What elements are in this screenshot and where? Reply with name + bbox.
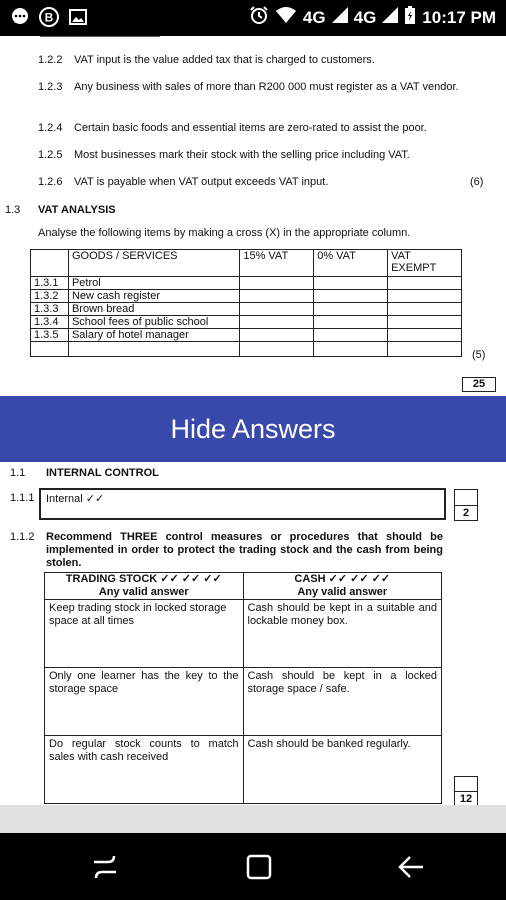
section-number: 1.1 [10, 467, 26, 479]
navigation-bar [0, 833, 506, 900]
table-header: 15% VAT [240, 250, 314, 277]
row-item: Salary of hotel manager [68, 329, 239, 342]
b-notification-icon [38, 6, 60, 33]
network-type-1: 4G [302, 7, 326, 27]
item-number: 1.2.4 [38, 122, 63, 134]
cut-off-text-line [30, 36, 330, 40]
table-row [31, 342, 462, 357]
table-header: GOODS / SERVICES [68, 250, 239, 277]
battery-icon [404, 5, 416, 30]
column-title: TRADING STOCK ✓✓ ✓✓ ✓✓ [65, 573, 222, 585]
image-notification-icon [68, 7, 88, 32]
cash-answer: Cash should be kept in a locked storage space / safe. [243, 668, 442, 736]
item-number: 1.2.2 [38, 54, 63, 66]
vat-analysis-table [30, 249, 462, 357]
item-text: VAT input is the value added tax that is charged to customers. [74, 54, 375, 66]
chat-notification-icon [10, 7, 30, 32]
section-title: VAT ANALYSIS [38, 204, 116, 216]
stock-answer: Keep trading stock in locked storage space at all times [45, 600, 244, 668]
cash-answer: Cash should be kept in a suitable and lockable money box. [243, 600, 442, 668]
row-number: 1.3.4 [31, 316, 69, 329]
column-title: CASH ✓✓ ✓✓ ✓✓ [294, 573, 391, 585]
row-item: New cash register [68, 290, 239, 303]
item-number: 1.2.5 [38, 149, 63, 161]
question-text: Recommend THREE control measures or procedures that should be implemented in order to protect the trading stock and the cash from being stolen. [46, 531, 443, 569]
total-score-box: 25 [462, 377, 496, 392]
row-item: Petrol [68, 277, 239, 290]
svg-text:B: B [44, 10, 54, 25]
instruction-text: Analyse the following items by making a cross (X) in the appropriate column. [38, 227, 411, 239]
back-icon[interactable] [396, 853, 426, 886]
row-item: School fees of public school [68, 316, 239, 329]
item-text: VAT is payable when VAT output exceeds VAT input. [74, 176, 329, 188]
table-row [45, 668, 442, 736]
mark-value: 2 [462, 507, 470, 519]
item-number: 1.2.3 [38, 81, 63, 93]
row-item: Brown bread [68, 303, 239, 316]
signal-icon-2 [382, 7, 398, 28]
item-number: 1.2.6 [38, 176, 63, 188]
item-text: Certain basic foods and essential items are zero-rated to assist the poor. [74, 122, 427, 134]
question-number: 1.1.2 [10, 531, 35, 543]
answer-box [39, 488, 446, 520]
column-header-cash [243, 573, 442, 600]
marks-label: (6) [470, 176, 484, 188]
mark-box [454, 776, 478, 806]
item-text: Most businesses mark their stock with the selling price including VAT. [74, 149, 410, 161]
section-number: 1.3 [5, 204, 21, 216]
hide-answers-button[interactable]: Hide Answers [0, 396, 506, 462]
table-row [31, 303, 462, 316]
mark-box [454, 489, 478, 521]
home-icon[interactable] [245, 853, 273, 886]
stock-answer: Only one learner has the key to the storage space [45, 668, 244, 736]
recent-apps-icon[interactable] [90, 853, 120, 886]
row-number: 1.3.1 [31, 277, 69, 290]
marks-label: (5) [472, 349, 486, 361]
mark-value: 12 [459, 793, 473, 805]
table-row [31, 290, 462, 303]
row-number: 1.3.3 [31, 303, 69, 316]
table-header: VAT EXEMPT [388, 250, 462, 277]
table-row [45, 600, 442, 668]
clock-time: 10:17 PM [422, 7, 496, 27]
row-number: 1.3.5 [31, 329, 69, 342]
bottom-spacer [0, 805, 506, 833]
signal-icon-1 [332, 7, 348, 28]
column-header-stock [45, 573, 244, 600]
table-row [31, 277, 462, 290]
answer-text: Internal ✓✓ [46, 493, 105, 505]
wifi-icon [275, 5, 297, 30]
column-subtitle: Any valid answer [98, 586, 189, 598]
table-row [45, 736, 442, 804]
stock-answer: Do regular stock counts to match sales with cash received [45, 736, 244, 804]
answers-table [44, 572, 442, 804]
table-row [31, 329, 462, 342]
alarm-icon [249, 5, 269, 30]
table-row [31, 316, 462, 329]
section-title: INTERNAL CONTROL [46, 467, 159, 479]
column-subtitle: Any valid answer [297, 586, 388, 598]
table-header: 0% VAT [314, 250, 388, 277]
network-type-2: 4G [353, 7, 377, 27]
item-text: Any business with sales of more than R200 000 must register as a VAT vendor. [74, 81, 459, 93]
status-bar [0, 0, 506, 36]
question-number: 1.1.1 [10, 492, 35, 504]
cash-answer: Cash should be banked regularly. [243, 736, 442, 804]
row-number: 1.3.2 [31, 290, 69, 303]
